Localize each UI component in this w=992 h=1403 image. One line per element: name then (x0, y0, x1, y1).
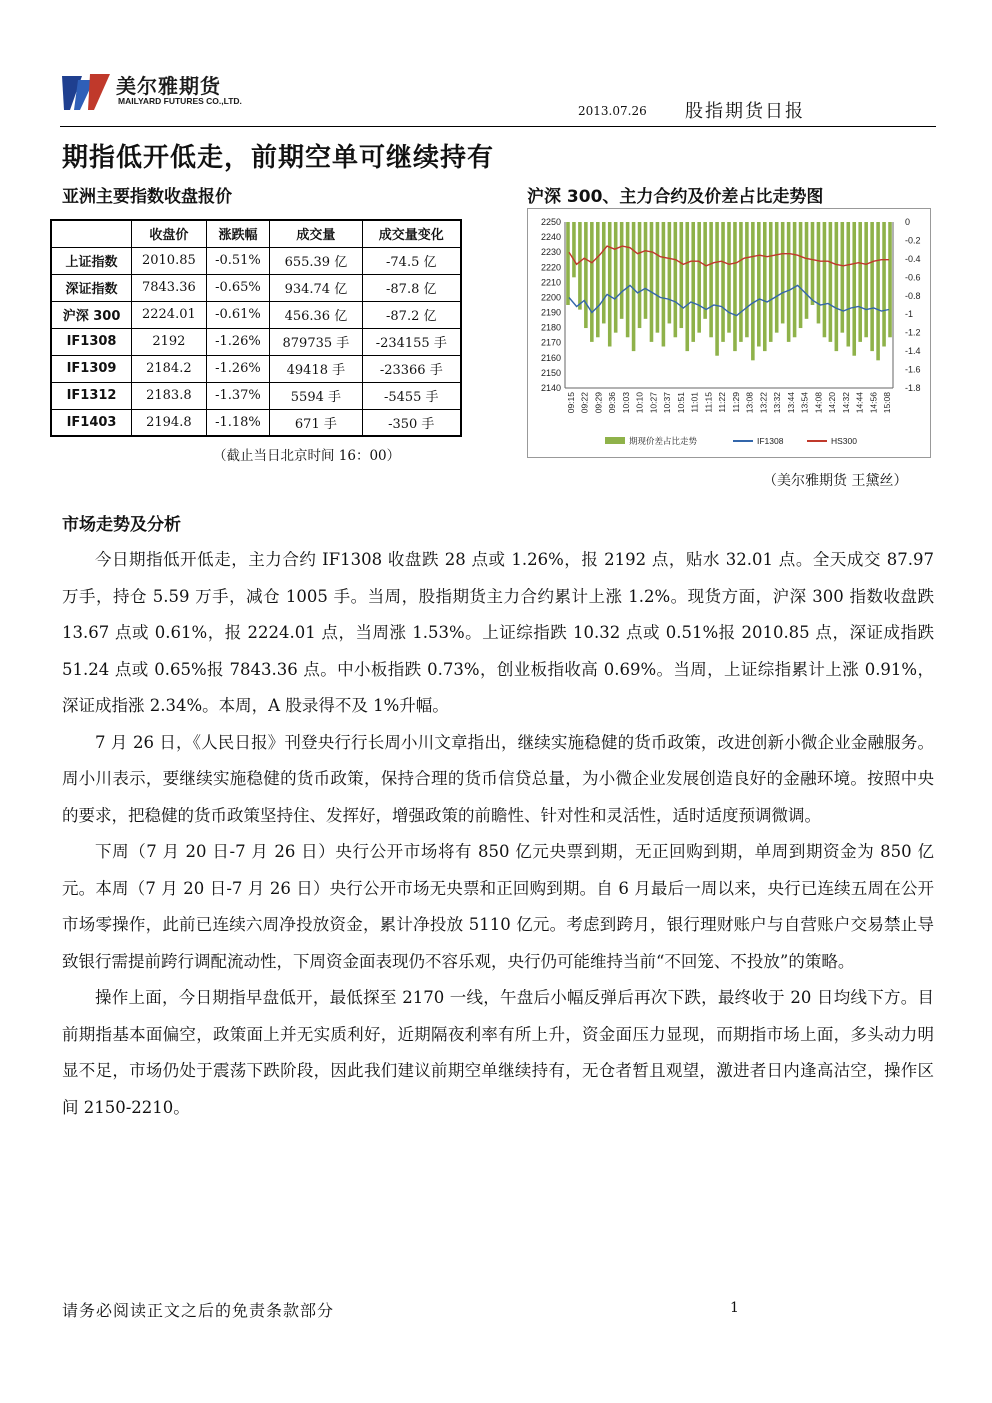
header-divider (60, 126, 936, 127)
x-tick-label: 09:36 (607, 392, 618, 414)
y-tick-label: 2170 (540, 337, 561, 348)
table-cell: -1.26% (206, 328, 270, 355)
spread-bar (691, 222, 695, 342)
analysis-title: 市场走势及分析 (62, 515, 181, 535)
table-header: 成交量变化 (362, 220, 461, 247)
x-tick-label: 14:08 (813, 392, 824, 414)
spread-bar (662, 222, 666, 347)
row-label: IF1312 (51, 382, 132, 409)
y-tick-label: 2150 (540, 367, 561, 378)
spread-bar (799, 222, 803, 328)
x-tick-label: 13:44 (785, 392, 796, 414)
table-cell: -1.37% (206, 382, 270, 409)
x-tick-label: 09:15 (566, 392, 576, 414)
table-cell: 5594 手 (270, 382, 362, 409)
spread-bar (608, 222, 612, 347)
spread-bar (852, 222, 856, 356)
row-label: IF1403 (51, 409, 132, 436)
spread-bar (668, 222, 672, 323)
company-name-en: MAILYARD FUTURES CO.,LTD. (118, 96, 242, 106)
paragraph: 7 月 26 日，《人民日报》刊登央行行长周小川文章指出，继续实施稳健的货币政策，改进创新小微企业金融服务。周小川表示，要继续实施稳健的货币政策，保持合理的货币信贷总量，为小微企业发展创造良好的金融环境。按照中央的要求，把稳健的货币政策坚持住、发挥好，增强政策的前瞻性、针对性和灵活性，适时适度预调微调。 (62, 732, 934, 825)
spread-bar (709, 222, 713, 337)
table-cell: 2224.01 (132, 301, 207, 328)
spread-bar (823, 222, 827, 337)
table-row (51, 409, 461, 436)
spread-bar (727, 222, 731, 333)
report-title: 股指期货日报 (685, 101, 805, 122)
spread-bar (882, 222, 886, 347)
spread-bar (656, 222, 660, 333)
table-header: 成交量 (270, 220, 362, 247)
y-tick-label: 2190 (540, 307, 561, 318)
table-header: 收盘价 (132, 220, 207, 247)
spread-bar (835, 222, 839, 351)
table-cell: 456.36 亿 (270, 301, 362, 328)
x-tick-label: 13:54 (799, 392, 810, 414)
paragraph: 今日期指低开低走，主力合约 IF1308 收盘跌 28 点或 1.26%，报 2192 点，贴水 32.01 点。全天成交 87.97 万手，持仓 5.59 万手，减仓 1005 手。当周，股指期货主力合约累计上涨 1.2%。现货方面，沪深 300 指数收盘跌 13.67 点或 0.61%，报 2224.01 点，当周涨 1.53%。上证综指跌 10.32 点或 0.51%报 2010.85 点，深证成指跌 51.24 点或 0.65%报 7843.36 点。中小板指跌 0.73%，创业板指收高 0.69%。当周，上证综指累计上涨 0.91%，深证成指涨 2.34%。本周，A 股录得不及 1%升幅。 (62, 550, 934, 715)
spread-bar (870, 222, 874, 351)
row-label: IF1309 (51, 355, 132, 382)
y-tick-label: 2220 (540, 262, 561, 273)
table-cell: 49418 手 (270, 355, 362, 382)
table-row (51, 274, 461, 301)
row-label: 沪深 300 (51, 301, 132, 328)
x-tick-label: 11:15 (703, 392, 714, 413)
table-cell: -87.2 亿 (362, 301, 461, 328)
spread-bar (811, 222, 815, 305)
x-tick-label: 10:27 (648, 392, 659, 414)
x-tick-label: 15:08 (882, 392, 892, 414)
table-cell: -234155 手 (362, 328, 461, 355)
table-note: （截止当日北京时间 16：00） (213, 448, 401, 464)
report-date: 2013.07.26 (578, 104, 647, 118)
quotes-table (50, 219, 462, 437)
y2-tick-label: -0.8 (905, 290, 921, 301)
spread-bar (650, 222, 654, 342)
spread-bar (858, 222, 862, 342)
y-tick-label: 2240 (540, 232, 561, 243)
spread-bar (685, 222, 689, 351)
table-cell: 2184.2 (132, 355, 207, 382)
x-tick-label: 10:03 (620, 392, 631, 414)
x-tick-label: 10:37 (662, 392, 673, 414)
spread-bar (781, 222, 785, 323)
table-cell: 2192 (132, 328, 207, 355)
table-cell: 934.74 亿 (270, 274, 362, 301)
spread-bar (769, 222, 773, 342)
x-tick-label: 13:22 (758, 392, 769, 414)
spread-bar (841, 222, 845, 333)
company-logo (60, 68, 280, 118)
chart-section-title: 沪深 300、主力合约及价差占比走势图 (527, 187, 824, 207)
spread-bar (745, 222, 749, 337)
x-tick-label: 10:51 (675, 392, 686, 414)
x-tick-label: 10:10 (634, 392, 645, 414)
price-spread-chart (527, 208, 931, 458)
y2-tick-label: 0 (905, 217, 911, 227)
spread-bar (864, 222, 868, 337)
spread-bar (584, 222, 588, 328)
x-tick-label: 14:32 (840, 392, 851, 414)
table-cell: -0.51% (206, 247, 270, 274)
spread-bar (846, 222, 850, 347)
table-cell: -350 手 (362, 409, 461, 436)
spread-bar (638, 222, 642, 328)
x-tick-label: 14:44 (854, 392, 865, 414)
x-tick-label: 11:22 (717, 392, 728, 413)
spread-bar (644, 222, 648, 319)
table-cell: -1.18% (206, 409, 270, 436)
spread-bar (787, 222, 791, 342)
spread-bar (626, 222, 630, 337)
table-cell: -0.61% (206, 301, 270, 328)
table-cell: 2194.8 (132, 409, 207, 436)
x-tick-label: 13:32 (772, 392, 783, 414)
legend-swatch (605, 437, 625, 444)
row-label: 上证指数 (51, 247, 132, 274)
y-tick-label: 2140 (540, 383, 561, 393)
y2-tick-label: -0.2 (905, 235, 921, 246)
x-tick-label: 09:22 (579, 392, 590, 414)
x-tick-label: 13:08 (744, 392, 755, 414)
x-tick-label: 09:29 (593, 392, 604, 414)
x-tick-label: 14:20 (827, 392, 838, 414)
table-row (51, 382, 461, 409)
company-name-cn: 美尔雅期货 (116, 74, 221, 98)
chart-source: （美尔雅期货 王黛丝） (763, 473, 908, 489)
spread-bar (590, 222, 594, 342)
x-tick-label: 14:56 (868, 392, 879, 414)
spread-bar (715, 222, 719, 356)
table-row (51, 301, 461, 328)
y2-tick-label: -1.6 (905, 364, 921, 375)
spread-bar (674, 222, 678, 337)
spread-bar (739, 222, 743, 342)
table-row (51, 247, 461, 274)
y-tick-label: 2160 (540, 352, 561, 363)
table-cell: -5455 手 (362, 382, 461, 409)
x-tick-label: 11:01 (689, 392, 700, 413)
paragraph: 下周（7 月 20 日-7 月 26 日）央行公开市场将有 850 亿元央票到期，无正回购到期，单周到期资金为 850 亿元。本周（7 月 20 日-7 月 26 日）央行公开市场无央票和正回购到期。自 6 月最后一周以来，央行已连续五周在公开市场零操作，此前已连续六周净投放资金，累计净投放 5110 亿元。考虑到跨月，银行理财账户与自营账户交易禁止导致银行需提前跨行调配流动性，下周资金面表现仍不容乐观，央行仍可能维持当前“不回笼、不投放”的策略。 (62, 842, 934, 971)
table-cell: -23366 手 (362, 355, 461, 382)
table-cell: 655.39 亿 (270, 247, 362, 274)
y2-tick-label: -0.4 (905, 253, 921, 264)
y-tick-label: 2210 (540, 277, 561, 288)
table-cell: 671 手 (270, 409, 362, 436)
spread-bar (751, 222, 755, 360)
row-label: IF1308 (51, 328, 132, 355)
table-cell: -0.65% (206, 274, 270, 301)
table-cell: 879735 手 (270, 328, 362, 355)
spread-bar (703, 222, 707, 319)
spread-bar (829, 222, 833, 342)
legend-label: 期现价差占比走势 (629, 437, 698, 447)
paragraph: 操作上面，今日期指早盘低开，最低探至 2170 一线，午盘后小幅反弹后再次下跌，最终收于 20 日均线下方。目前期指基本面偏空，政策面上并无实质利好，近期隔夜利率有所上升，资金面压力显现，而期指市场上面，多头动力明显不足，市场仍处于震荡下跌阶段，因此我们建议前期空单继续持有，无仓者暂且观望，激进者日内逢高沽空，操作区间 2150-2210。 (62, 988, 934, 1117)
spread-bar (632, 222, 636, 351)
spread-bar (817, 222, 821, 323)
spread-bar (775, 222, 779, 333)
spread-bar (578, 222, 582, 310)
page-number: 1 (730, 1300, 739, 1316)
spread-bar (793, 222, 797, 337)
spread-bar (620, 222, 624, 319)
table-cell: -87.8 亿 (362, 274, 461, 301)
analysis-body (62, 542, 934, 1126)
y2-tick-label: -1.2 (905, 327, 921, 338)
spread-bar (876, 222, 880, 360)
y2-tick-label: -0.6 (905, 272, 921, 283)
y2-tick-label: -1 (905, 309, 914, 320)
spread-bar (572, 222, 576, 277)
legend-label: IF1308 (757, 436, 784, 446)
row-label: 深证指数 (51, 274, 132, 301)
y-tick-label: 2180 (540, 322, 561, 333)
x-tick-label: 11:29 (730, 392, 741, 413)
spread-bar (614, 222, 618, 333)
table-cell: 2183.8 (132, 382, 207, 409)
table-cell: -1.26% (206, 355, 270, 382)
spread-bar (721, 222, 725, 342)
spread-bar (697, 222, 701, 333)
table-cell: 2010.85 (132, 247, 207, 274)
y-tick-label: 2200 (540, 292, 561, 303)
spread-bar (805, 222, 809, 319)
spread-bar (757, 222, 761, 347)
table-row (51, 328, 461, 355)
table-cell: -74.5 亿 (362, 247, 461, 274)
spread-bar (602, 222, 606, 323)
y-tick-label: 2230 (540, 247, 561, 258)
spread-bar (680, 222, 684, 328)
y-tick-label: 2250 (540, 217, 561, 227)
spread-bar (566, 222, 570, 305)
table-header: 涨跌幅 (206, 220, 270, 247)
y2-tick-label: -1.8 (905, 383, 921, 393)
table-header (51, 220, 132, 247)
spread-bar (888, 222, 892, 337)
logo-mark-icon (60, 70, 112, 114)
disclaimer-note: 请务必阅读正文之后的免责条款部分 (62, 1301, 335, 1320)
spread-bar (763, 222, 767, 351)
main-title: 期指低开低走，前期空单可继续持有 (62, 143, 495, 173)
legend-label: HS300 (831, 436, 857, 446)
table-cell: 7843.36 (132, 274, 207, 301)
spread-bar (733, 222, 737, 351)
spread-bar (596, 222, 600, 337)
table-header-row (51, 220, 461, 247)
y2-tick-label: -1.4 (905, 346, 921, 357)
table-row (51, 355, 461, 382)
quotes-section-title: 亚洲主要指数收盘报价 (62, 187, 232, 207)
